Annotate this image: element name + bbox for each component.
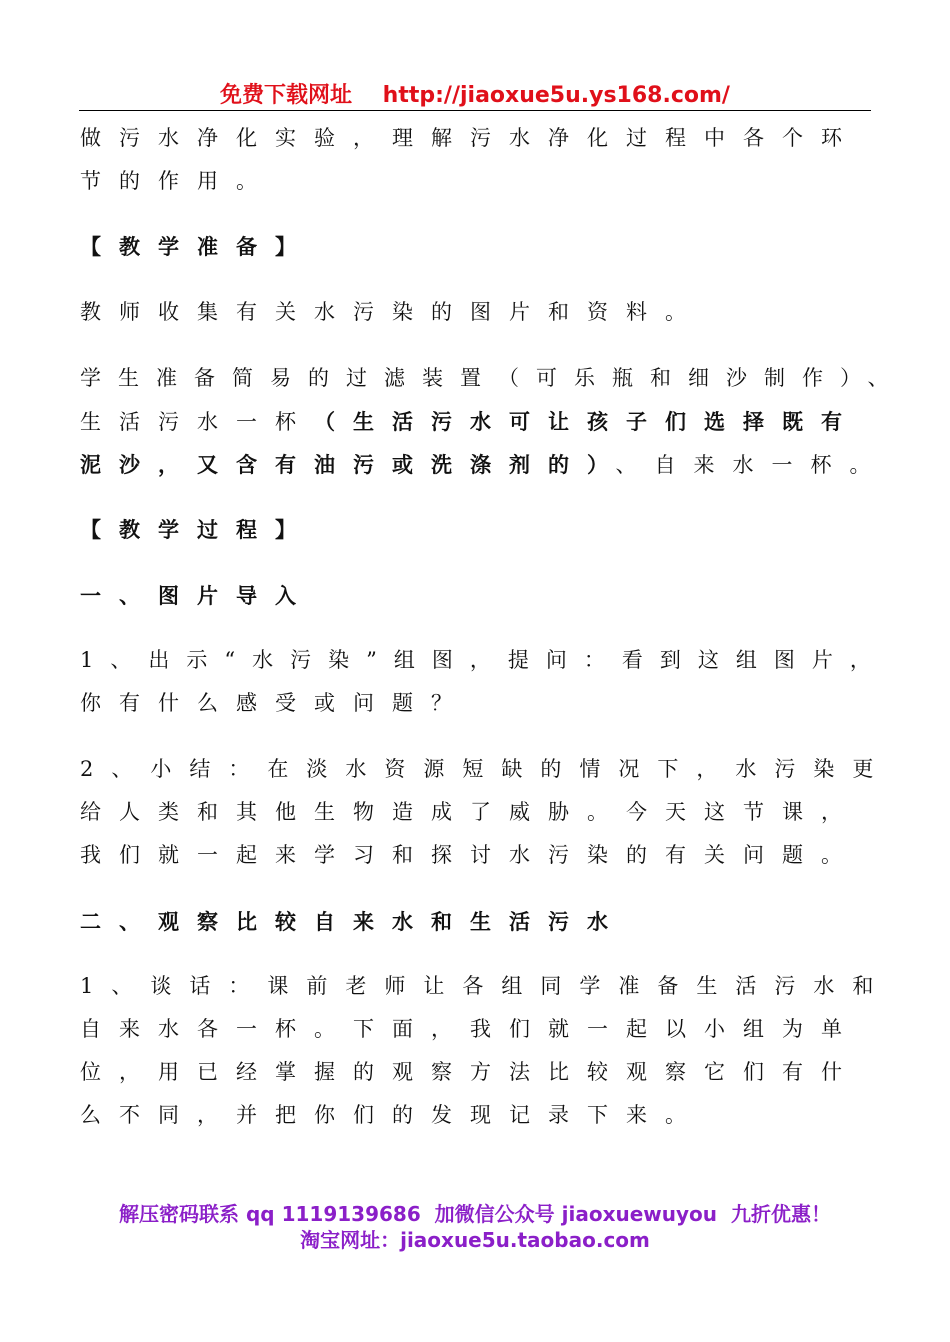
text-line xyxy=(80,693,470,714)
text-line xyxy=(80,1105,704,1126)
header-banner xyxy=(0,78,950,109)
line-text: 节的作用。 xyxy=(80,169,275,193)
line-text: 、自来水一杯。 xyxy=(615,453,889,477)
line-text: 生活污水一杯 xyxy=(80,410,314,434)
line-text: 给人类和其他生物造成了威胁。今天这节课， xyxy=(80,800,860,824)
line-text-bold: 泥沙，又含有油污或洗涤剂的） xyxy=(80,452,616,477)
line-text: 1、谈话：课前老师让各组同学准备生活污水和 xyxy=(80,974,892,998)
text-line xyxy=(80,171,275,192)
text-line xyxy=(80,976,891,997)
text-line xyxy=(80,368,906,389)
line-text: 1、出示“水污染”组图，提问：看到这组图片， xyxy=(80,648,888,672)
line-text: 教师收集有关水污染的图片和资料。 xyxy=(80,300,704,324)
text-line xyxy=(80,128,860,149)
heading-text: 【教学过程】 xyxy=(80,517,314,542)
header-url-link[interactable]: http://jiaoxue5u.ys168.com/ xyxy=(382,83,730,108)
text-line xyxy=(80,302,704,323)
text-line xyxy=(80,1062,860,1083)
footer-shop-link[interactable]: 淘宝网址：jiaoxue5u.taobao.com xyxy=(300,1228,650,1252)
line-text: 你有什么感受或问题？ xyxy=(80,691,470,715)
line-text: 做污水净化实验，理解污水净化过程中各个环 xyxy=(80,126,860,150)
text-line xyxy=(80,845,860,866)
header-label: 免费下载网址 xyxy=(220,83,353,108)
section-heading-preparation xyxy=(80,236,314,257)
footer-contact: 解压密码联系 qq 1119139686 加微信公众号 jiaoxuewuyou 九折优惠！ xyxy=(119,1202,831,1226)
line-text: 我们就一起来学习和探讨水污染的有关问题。 xyxy=(80,843,860,867)
text-line xyxy=(80,1019,860,1040)
text-line xyxy=(80,802,860,823)
section-heading-part-two xyxy=(80,911,626,932)
text-line xyxy=(80,650,888,671)
line-text: 2、小结：在淡水资源短缺的情况下，水污染更 xyxy=(80,757,892,781)
heading-text: 一、图片导入 xyxy=(80,583,314,608)
text-line xyxy=(80,454,889,476)
header-rule xyxy=(79,110,871,111)
line-text-bold: （生活污水可让孩子们选择既有 xyxy=(314,409,860,434)
heading-text: 二、观察比较自来水和生活污水 xyxy=(80,909,626,934)
text-line xyxy=(80,759,891,780)
line-text: 么不同，并把你们的发现记录下来。 xyxy=(80,1103,704,1127)
text-line xyxy=(80,411,860,433)
heading-text: 【教学准备】 xyxy=(80,234,314,259)
line-text: 自来水各一杯。下面，我们就一起以小组为单 xyxy=(80,1017,860,1041)
line-text: 位，用已经掌握的观察方法比较观察它们有什 xyxy=(80,1060,860,1084)
section-heading-process xyxy=(80,519,314,540)
section-heading-part-one xyxy=(80,585,314,606)
line-text: 学生准备简易的过滤装置（可乐瓶和细沙制作）、 xyxy=(80,366,906,390)
